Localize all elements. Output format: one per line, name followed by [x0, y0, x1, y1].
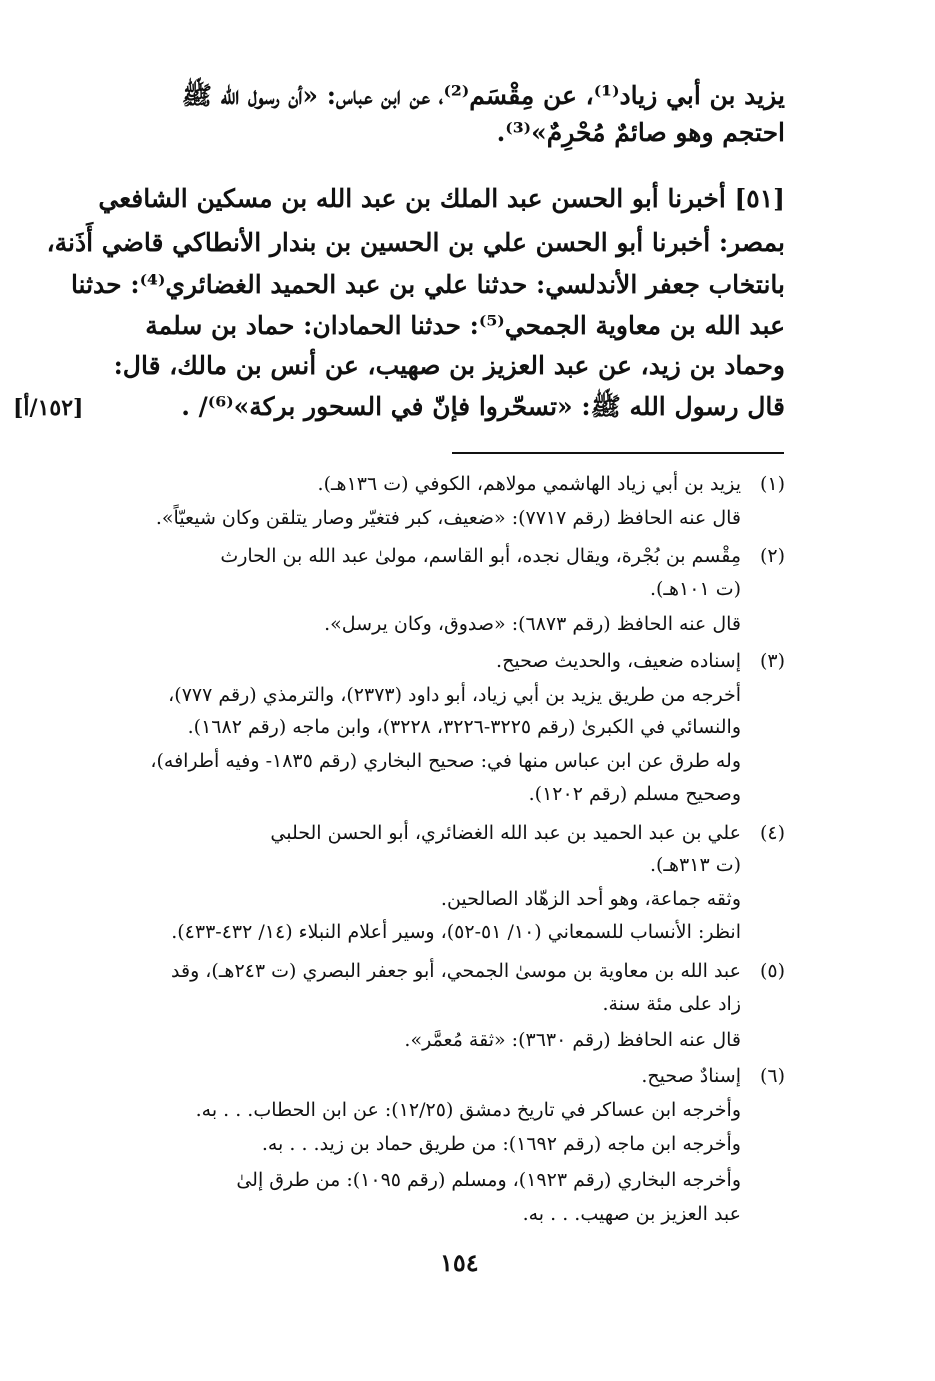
footnote-number: (٥) [759, 960, 785, 982]
footnote-line: إسنادٌ صحيح. [641, 1065, 741, 1087]
footnote-line: (ت ٣١٣هـ). [649, 854, 741, 876]
main-text-line: يزيد بن أبي زياد⁽¹⁾، عن مِقْسَم⁽²⁾، عن ابن عباس: «أن رسول الله ﷺ [181, 81, 785, 110]
main-text-line: عبد الله بن معاوية الجمحي⁽⁵⁾: حدثنا الحمادان: حماد بن سلمة [145, 311, 785, 340]
main-text-line: قال رسول الله ﷺ: «تسحّروا فإنّ في السحور بركة»⁽⁶⁾/ . [181, 392, 785, 421]
footnote-line: وثقه جماعة، وهو أحد الزهّاد الصالحين. [440, 888, 741, 910]
footnote-line: عبد الله بن معاوية بن موسىٰ الجمحي، أبو جعفر البصري (ت ٢٤٣هـ)، وقد [171, 960, 741, 982]
footnote-number: (٤) [759, 822, 785, 844]
footnote-line: علي بن عبد الحميد بن عبد الله الغضائري، أبو الحسن الحلبي [270, 822, 741, 844]
main-text-line: احتجم وهو صائمٌ مُحْرِمٌ»⁽³⁾. [496, 118, 785, 147]
footnote-number: (١) [759, 473, 785, 495]
page-number: ١٥٤ [440, 1248, 479, 1277]
footnote-line: قال عنه الحافظ (رقم ٧٧١٧): «ضعيف، كبر فتغيّر وصار يتلقن وكان شيعيّاً». [155, 507, 741, 529]
footnote-line: زاد على مئة سنة. [602, 993, 741, 1015]
footnote-line: وأخرجه البخاري (رقم ١٩٢٣)، ومسلم (رقم ١٠٩٥): من طرق إلىٰ [236, 1169, 741, 1191]
margin-folio-reference: [١٥٢/أ] [13, 395, 84, 421]
footnote-line: وأخرجه ابن ماجه (رقم ١٦٩٢): من طريق حماد بن زيد. . . به. [261, 1133, 741, 1155]
main-text-line: بانتخاب جعفر الأندلسي: حدثنا علي بن عبد الحميد الغضائري⁽⁴⁾: حدثنا [70, 270, 785, 299]
footnote-line: إسناده ضعيف، والحديث صحيح. [496, 650, 741, 672]
footnote-line: انظر: الأنساب للسمعاني (١٠/ ٥١-٥٢)، وسير أعلام النبلاء (١٤/ ٤٣٢-٤٣٣). [171, 921, 741, 943]
footnote-line: قال عنه الحافظ (رقم ٣٦٣٠): «ثقة مُعمَّر». [404, 1029, 741, 1051]
footnote-line: مِقْسم بن بُجْرة، ويقال نجده، أبو القاسم، مولىٰ عبد الله بن الحارث [220, 545, 741, 567]
footnote-separator [452, 452, 784, 454]
footnote-line: يزيد بن أبي زياد الهاشمي مولاهم، الكوفي (ت ١٣٦هـ). [317, 473, 741, 495]
main-text-line: بمصر: أخبرنا أبو الحسن علي بن الحسين بن بندار الأنطاكي قاضي أَذَنة، [46, 228, 785, 257]
footnote-line: قال عنه الحافظ (رقم ٦٨٧٣): «صدوق، وكان يرسل». [324, 613, 741, 635]
footnote-line: (ت ١٠١هـ). [649, 578, 741, 600]
footnote-number: (٦) [759, 1065, 785, 1087]
footnote-line: أخرجه من طريق يزيد بن أبي زياد، أبو داود (٢٣٧٣)، والترمذي (رقم ٧٧٧)، [168, 684, 741, 706]
footnote-number: (٣) [759, 650, 785, 672]
footnote-line: وصحيح مسلم (رقم ١٢٠٢). [528, 783, 741, 805]
footnote-line: وأخرجه ابن عساكر في تاريخ دمشق (١٢/٢٥): عن ابن الحطاب. . . به. [195, 1099, 741, 1121]
footnote-line: وله طرق عن ابن عباس منها في: صحيح البخاري (رقم ١٨٣٥- وفيه أطرافه)، [150, 750, 741, 772]
footnote-line: والنسائي في الكبرىٰ (رقم ٣٢٢٥-٣٢٢٦، ٣٢٢٨)، وابن ماجه (رقم ١٦٨٢). [187, 716, 741, 738]
main-text-line: [٥١] أخبرنا أبو الحسن عبد الملك بن عبد الله بن مسكين الشافعي [98, 184, 785, 213]
main-text-line: وحماد بن زيد، عن عبد العزيز بن صهيب، عن أنس بن مالك، قال: [113, 351, 785, 380]
footnote-number: (٢) [759, 545, 785, 567]
footnote-line: عبد العزيز بن صهيب. . . به. [522, 1203, 741, 1225]
